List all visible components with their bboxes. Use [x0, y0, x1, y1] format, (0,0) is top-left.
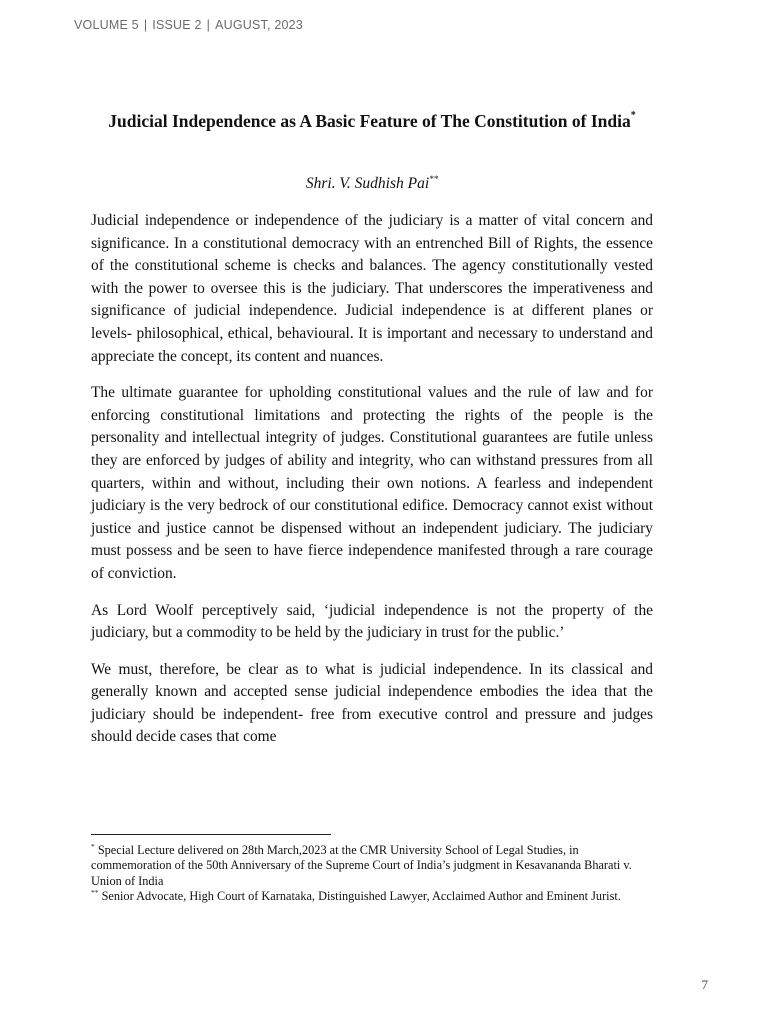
- article-title-text: Judicial Independence as A Basic Feature of The Constitution of India: [108, 111, 631, 131]
- date-label: AUGUST, 2023: [215, 18, 303, 32]
- article-author: [91, 174, 653, 194]
- footnote-text: Senior Advocate, High Court of Karnataka, Distinguished Lawyer, Acclaimed Author and Eminent Jurist.: [98, 888, 621, 903]
- footnote: [91, 843, 657, 889]
- footnotes: [91, 843, 657, 904]
- page-number: 7: [701, 977, 708, 992]
- running-header: [74, 18, 303, 32]
- footnote-mark: *: [91, 841, 95, 851]
- article-body: [91, 210, 653, 763]
- footnote-text: Special Lecture delivered on 28th March,2023 at the CMR University School of Legal Studies, in commemoration of the 50th Anniversary of the Supreme Court of India’s judgment in Kesavananda Bharati v. Union of India: [91, 843, 632, 888]
- footnote-mark: **: [91, 887, 99, 897]
- header-separator: |: [143, 18, 148, 32]
- footnote: [91, 889, 657, 904]
- article-title: [91, 109, 653, 133]
- body-paragraph: As Lord Woolf perceptively said, ‘judicial independence is not the property of the judiciary, but a commodity to be held by the judiciary in trust for the public.’: [91, 601, 653, 642]
- header-separator: |: [206, 18, 211, 32]
- author-footnote-mark: **: [429, 173, 439, 184]
- issue-label: ISSUE 2: [152, 18, 202, 32]
- title-footnote-mark: *: [630, 110, 636, 122]
- author-name: Shri. V. Sudhish Pai: [305, 175, 430, 192]
- body-paragraph: We must, therefore, be clear as to what is judicial independence. In its classical and generally known and accepted sense judicial independence embodies the idea that the judiciary should be independent- free from executive control and pressure and judges should decide cases that come: [91, 660, 653, 746]
- body-paragraph: Judicial independence or independence of the judiciary is a matter of vital concern and significance. In a constitutional democracy with an entrenched Bill of Rights, the essence of the constitutional scheme is checks and balances. The agency constitutionally vested with the power to oversee this is the judiciary. That underscores the imperativeness and significance of judicial independence. Judicial independence is at different planes or levels- philosophical, ethical, behavioural. It is important and necessary to understand and appreciate the concept, its content and nuances.: [91, 212, 653, 365]
- footnote-divider: [91, 834, 331, 835]
- volume-label: VOLUME 5: [74, 18, 139, 32]
- body-paragraph: The ultimate guarantee for upholding constitutional values and the rule of law and for enforcing constitutional limitations and protecting the rights of the people is the personality and intellectual integrity of judges. Constitutional guarantees are futile unless they are enforced by judges of ability and integrity, who can withstand pressures from all quarters, within and without, including their own notions. A fearless and independent judiciary is the very bedrock of our constitutional edifice. Democracy cannot exist without justice and justice cannot be dispensed without an independent judiciary. The judiciary must possess and be seen to have fierce independence manifested through a rare courage of conviction.: [91, 384, 653, 582]
